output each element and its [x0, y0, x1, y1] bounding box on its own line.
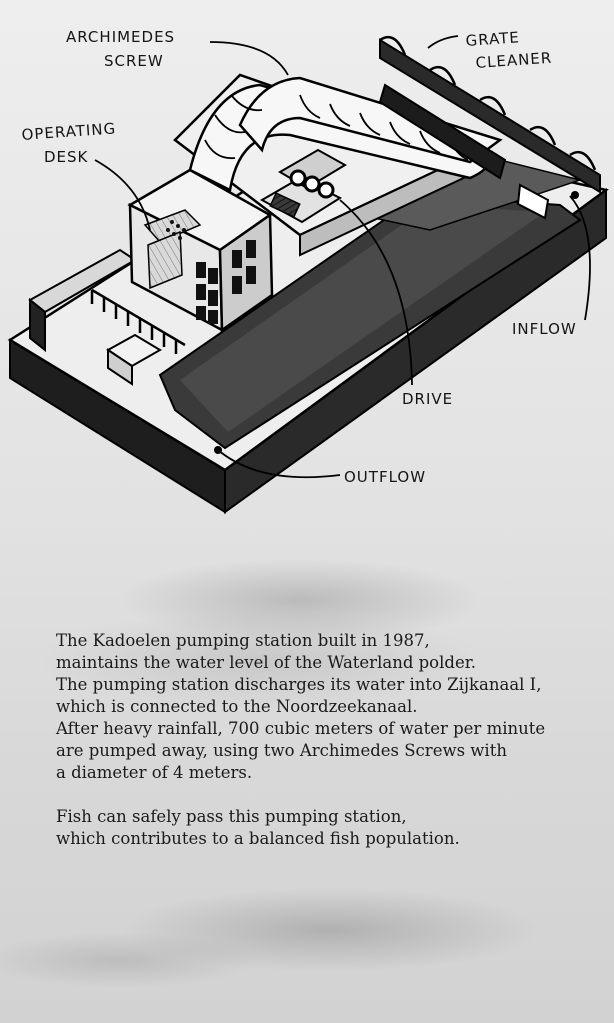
label-operating-desk-line1: OPERATING	[21, 119, 117, 144]
label-grate-cleaner-line2: CLEANER	[475, 48, 553, 72]
caption-paragraph-2	[56, 806, 596, 850]
caption-line: Fish can safely pass this pumping station,	[56, 807, 407, 826]
label-outflow: OUTFLOW	[344, 468, 427, 486]
caption-line: The pumping station discharges its water into Zijkanaal I,	[56, 675, 542, 694]
label-grate-cleaner-line1: GRATE	[465, 28, 521, 50]
label-archimedes-screw-line1: ARCHIMEDES	[66, 28, 176, 46]
label-drive: DRIVE	[402, 390, 454, 408]
caption-paragraph-1	[56, 630, 596, 784]
caption-line: The Kadoelen pumping station built in 1987,	[56, 631, 430, 650]
label-inflow: INFLOW	[512, 320, 577, 338]
caption-line: After heavy rainfall, 700 cubic meters of water per minute	[56, 719, 546, 738]
label-archimedes-screw-line2: SCREW	[104, 52, 164, 70]
caption	[56, 630, 596, 850]
caption-line: are pumped away, using two Archimedes Screws with	[56, 741, 507, 760]
label-operating-desk-line2: DESK	[44, 148, 89, 166]
caption-line: maintains the water level of the Waterland polder.	[56, 653, 477, 672]
caption-line: a diameter of 4 meters.	[56, 763, 253, 782]
caption-line: which contributes to a balanced fish population.	[56, 829, 460, 848]
caption-line: which is connected to the Noordzeekanaal.	[56, 697, 418, 716]
